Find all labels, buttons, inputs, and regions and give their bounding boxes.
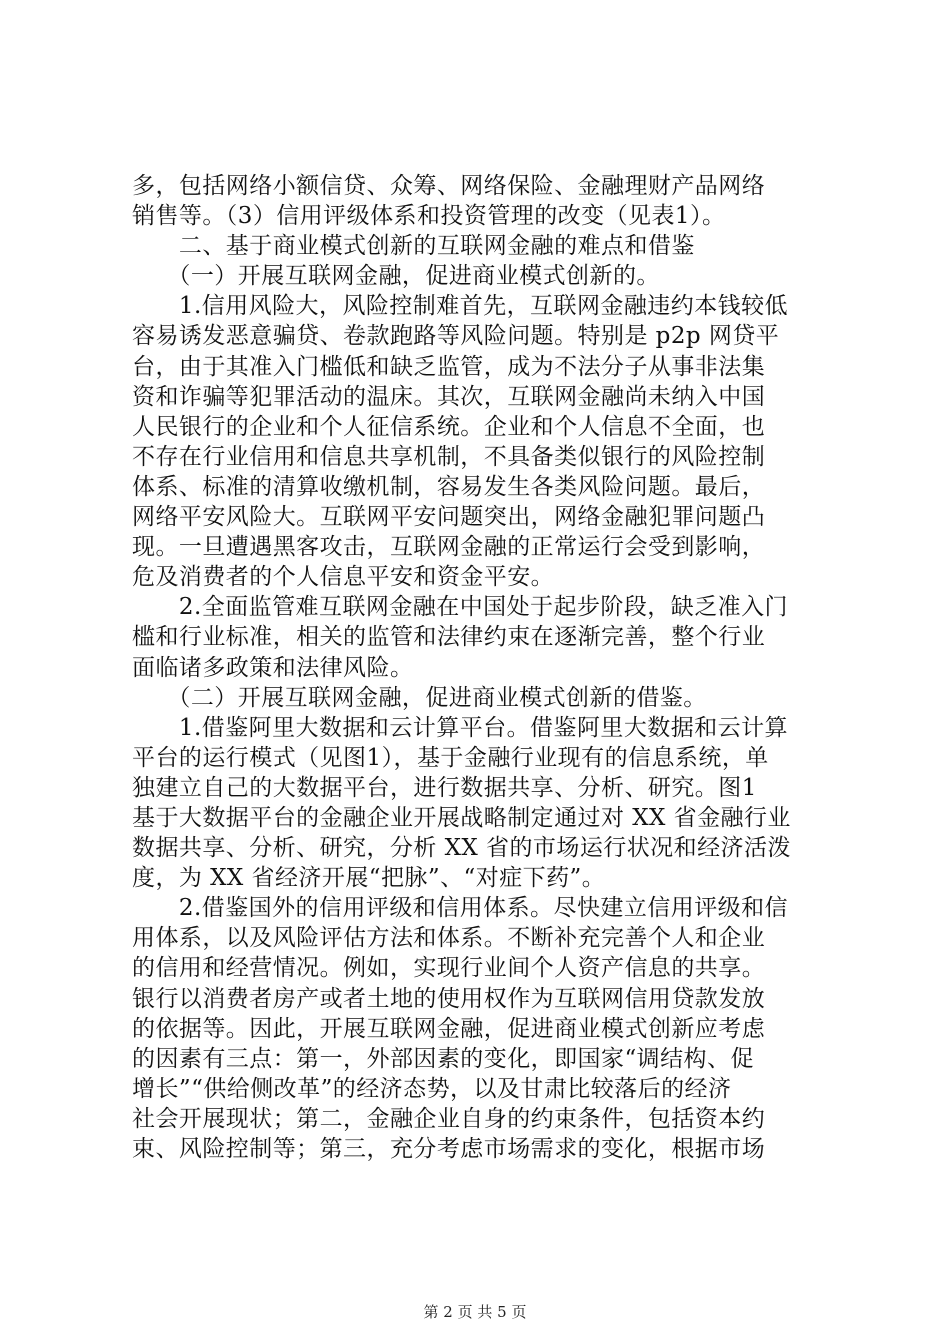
text-line: 平台的运行模式（见图1），基于金融行业现有的信息系统，单 bbox=[132, 744, 769, 771]
text-line: 的依据等。因此，开展互联网金融，促进商业模式创新应考虑 bbox=[132, 1015, 766, 1042]
text-line: 多，包括网络小额信贷、众筹、网络保险、金融理财产品网络 bbox=[132, 173, 766, 199]
text-line: 度，为 XX 省经济开展“把脉”、“对症下药”。 bbox=[132, 865, 606, 892]
subsection-heading: （二）开展互联网金融，促进商业模式创新的借鉴。 bbox=[132, 684, 707, 711]
text-line: 台，由于其准入门槛低和缺乏监管，成为不法分子从事非法集 bbox=[132, 353, 766, 380]
text-line: 人民银行的企业和个人征信系统。企业和个人信息不全面，也 bbox=[132, 413, 766, 440]
text-line: 束、风险控制等；第三，充分考虑市场需求的变化，根据市场 bbox=[132, 1136, 766, 1162]
section-heading: 二、基于商业模式创新的互联网金融的难点和借鉴 bbox=[132, 233, 695, 260]
text-line: 用体系，以及风险评估方法和体系。不断补充完善个人和企业 bbox=[132, 925, 766, 952]
text-line: 体系、标准的清算收缴机制，容易发生各类风险问题。最后， bbox=[132, 473, 766, 500]
text-line: 1.借鉴阿里大数据和云计算平台。借鉴阿里大数据和云计算 bbox=[132, 714, 788, 741]
text-line: 危及消费者的个人信息平安和资金平安。 bbox=[132, 564, 555, 591]
text-line: 不存在行业信用和信息共享机制，不具备类似银行的风险控制 bbox=[132, 443, 766, 470]
body-text bbox=[132, 171, 832, 1164]
text-line: 增长”“供给侧改革”的经济态势，以及甘肃比较落后的经济 bbox=[132, 1075, 732, 1102]
text-line: 的信用和经营情况。例如，实现行业间个人资产信息的共享。 bbox=[132, 955, 766, 982]
text-line: 网络平安风险大。互联网平安问题突出，网络金融犯罪问题凸 bbox=[132, 504, 766, 531]
text-line: 容易诱发恶意骗贷、卷款跑路等风险问题。特别是 p2p 网贷平 bbox=[132, 323, 780, 350]
text-line: 的因素有三点：第一，外部因素的变化，即国家“调结构、促 bbox=[132, 1045, 754, 1072]
text-line: 2.全面监管难互联网金融在中国处于起步阶段，缺乏准入门 bbox=[132, 594, 788, 621]
text-line: 资和诈骗等犯罪活动的温床。其次，互联网金融尚未纳入中国 bbox=[132, 383, 766, 410]
text-line: 槛和行业标准，相关的监管和法律约束在逐渐完善，整个行业 bbox=[132, 624, 766, 651]
text-line: 独建立自己的大数据平台，进行数据共享、分析、研究。图1 bbox=[132, 774, 757, 801]
text-line: 基于大数据平台的金融企业开展战略制定通过对 XX 省金融行业 bbox=[132, 804, 791, 831]
text-line: 数据共享、分析、研究，分析 XX 省的市场运行状况和经济活泼 bbox=[132, 835, 791, 862]
text-line: 银行以消费者房产或者土地的使用权作为互联网信用贷款发放 bbox=[132, 985, 766, 1012]
text-line: 销售等。（3）信用评级体系和投资管理的改变（见表1）。 bbox=[132, 203, 726, 230]
text-line: 2.借鉴国外的信用评级和信用体系。尽快建立信用评级和信 bbox=[132, 895, 788, 922]
text-line: 现。一旦遭遇黑客攻击，互联网金融的正常运行会受到影响， bbox=[132, 534, 766, 561]
page-number: 第 2 页 共 5 页 bbox=[423, 1303, 527, 1321]
text-line: 1.信用风险大，风险控制难首先，互联网金融违约本钱较低 bbox=[132, 293, 788, 320]
text-line: 社会开展现状；第二，金融企业自身的约束条件，包括资本约 bbox=[132, 1105, 766, 1132]
page-footer bbox=[0, 1302, 950, 1322]
subsection-heading: （一）开展互联网金融，促进商业模式创新的。 bbox=[132, 263, 660, 290]
text-line: 面临诸多政策和法律风险。 bbox=[132, 654, 414, 681]
